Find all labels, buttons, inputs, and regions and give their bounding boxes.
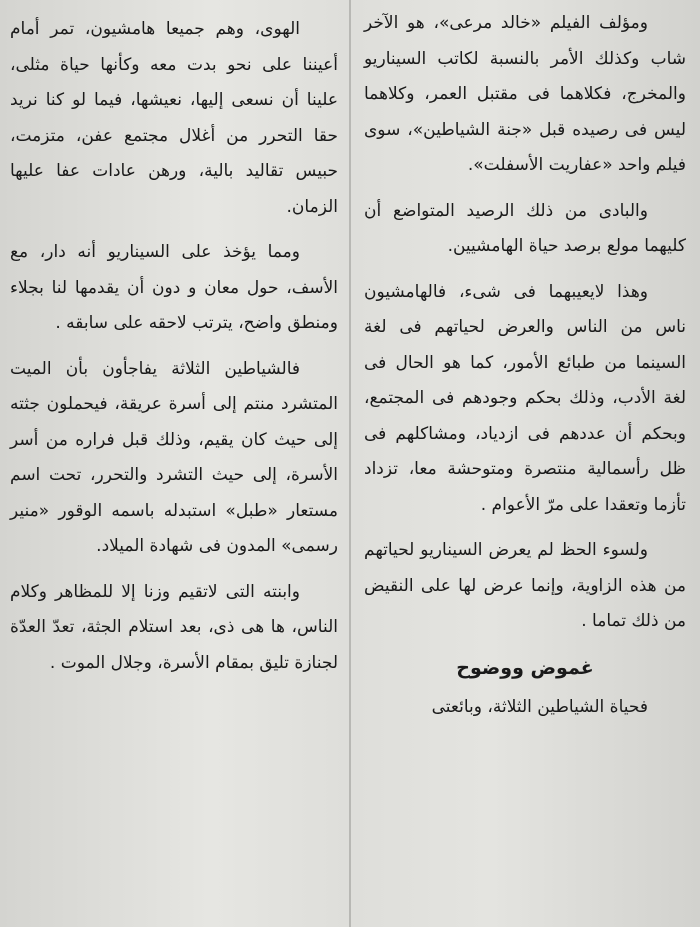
paragraph: الهوى، وهم جميعا هامشيون، تمر أمام أعيننا على نحو بدت معه وكأنها حياة مثلى، علينا أن نسعى إليها، نعيشها، فيما لو كنا نريد حقا التحرر من أغلال مجتمع عفن، متزمت، حبيس تقاليد بالية، ورهن عادات عفا عليها الزمان.: [10, 19, 338, 217]
paragraph: فالشياطين الثلاثة يفاجأون بأن الميت المتشرد منتم إلى أسرة عريقة، فيحملون جثته إلى حيث كان يقيم، وذلك قبل فراره من أسر الأسرة، إلى حيث التشرد والتحرر، تحت اسم مستعار «طبل» استبدله باسمه الوقور «منير رسمى» المدون فى شهادة الميلاد.: [10, 358, 338, 556]
paragraph: والبادى من ذلك الرصيد المتواضع أن كليهما مولع برصد حياة الهامشيين.: [364, 200, 686, 256]
paragraph: ومما يؤخذ على السيناريو أنه دار، مع الأسف، حول معان و دون أن يقدمها لنا بجلاء ومنطق واضح، يترتب لاحقه على سابقه .: [10, 242, 338, 333]
section-heading: غموض ووضوح: [456, 656, 594, 679]
left-column: [10, 0, 338, 691]
paragraph: ومؤلف الفيلم «خالد مرعى»، هو الآخر شاب وكذلك الأمر بالنسبة لكاتب السيناريو والمخرج، فكلاهما فى مقتبل العمر، وكلاهما ليس فى رصيده قبل «جنة الشياطين»، سوى فيلم واحد «عفاريت الأسفلت».: [364, 13, 686, 175]
paragraph: ولسوء الحظ لم يعرض السيناريو لحياتهم من هذه الزاوية، وإنما عرض لها على النقيض من ذلك تماما .: [364, 540, 686, 631]
column-divider: [349, 0, 351, 927]
paragraph: وابنته التى لاتقيم وزنا إلا للمظاهر وكلام الناس، ها هى ذى، بعد استلام الجثة، تعدّ العدّة لجنازة تليق بمقام الأسرة، وجلال الموت .: [10, 581, 338, 673]
right-column: [364, 0, 686, 725]
paragraph: وهذا لايعيبهما فى شىء، فالهامشيون ناس من الناس والعرض لحياتهم فى لغة السينما من طبائع الأمور، كما هو الحال فى لغة الأدب، وذلك بحكم وجودهم فى المجتمع، وبحكم أن عددهم فى ازدياد، ومشاكلهم فى ظل رأسمالية منتصرة ومتوحشة معا، تزداد تأزما وتعقدا على مرّ الأعوام .: [364, 281, 686, 515]
paragraph: فحياة الشياطين الثلاثة، وبائعتى: [431, 696, 648, 717]
